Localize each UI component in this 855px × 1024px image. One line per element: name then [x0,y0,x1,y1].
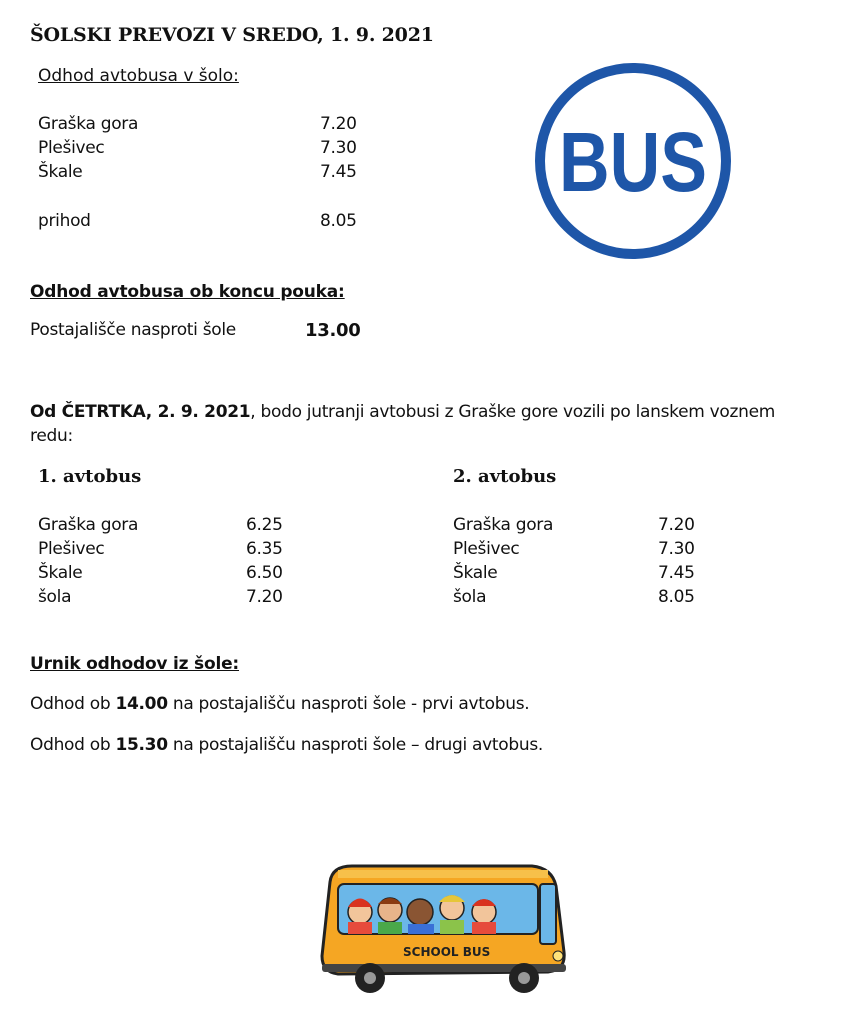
stop-name: Škale [453,563,498,583]
arrival-row [38,211,368,235]
arrival-time: 8.05 [320,211,357,231]
end-of-lessons-row [30,320,370,346]
stop-time: 8.05 [658,587,695,607]
departure-time: 15.30 [115,735,168,755]
stop-time: 6.35 [246,539,283,559]
departure-line [30,735,543,755]
bus2-stop-row [453,515,713,539]
stop-time: 7.20 [246,587,283,607]
morning-stop-row [38,138,368,162]
bus1-stop-row [38,563,298,587]
stop-time: 7.45 [320,162,357,182]
end-of-lessons-time: 13.00 [305,320,361,341]
school-bus-label: SCHOOL BUS [403,945,491,959]
morning-stop-row [38,114,368,138]
bus-logo-text: BUS [559,115,707,209]
departure-time: 14.00 [115,694,168,714]
bus1-stop-row [38,587,298,611]
bus-logo-icon [530,58,736,264]
stop-time: 7.45 [658,563,695,583]
stop-name: Škale [38,162,83,182]
stop-name: Graška gora [38,515,139,535]
bus1-stop-row [38,539,298,563]
bus1-stop-row [38,515,298,539]
morning-stop-row [38,162,368,186]
departure-text: Odhod ob [30,694,116,714]
stop-time: 7.20 [320,114,357,134]
stop-time: 7.20 [658,515,695,535]
stop-name: šola [38,587,72,607]
bus2-stop-row [453,539,713,563]
departure-line [30,694,529,714]
from-thursday-date: Od ČETRTKA, 2. 9. 2021 [30,402,251,422]
departure-text: na postajališču nasproti šole - prvi avtobus. [167,694,530,714]
school-bus-illustration [308,852,578,1002]
stop-time: 6.50 [246,563,283,583]
bus2-stop-row [453,563,713,587]
stop-name: Plešivec [38,539,105,559]
stop-time: 7.30 [658,539,695,559]
stop-name: Graška gora [38,114,139,134]
stop-time: 7.30 [320,138,357,158]
stop-name: Škale [38,563,83,583]
page-title: ŠOLSKI PREVOZI V SREDO, 1. 9. 2021 [30,24,434,46]
from-thursday-line2: redu: [30,426,73,446]
bus2-heading: 2. avtobus [453,466,557,487]
end-of-lessons-stop: Postajališče nasproti šole [30,320,236,340]
from-thursday-line1 [30,402,775,422]
departure-text: Odhod ob [30,735,116,755]
morning-heading: Odhod avtobusa v šolo: [38,66,239,86]
stop-name: Graška gora [453,515,554,535]
stop-name: Plešivec [38,138,105,158]
stop-name: Plešivec [453,539,520,559]
end-of-lessons-heading: Odhod avtobusa ob koncu pouka: [30,282,345,302]
departure-text: na postajališču nasproti šole – drugi avtobus. [167,735,543,755]
bus1-heading: 1. avtobus [38,466,142,487]
from-thursday-text: , bodo jutranji avtobusi z Graške gore vozili po lanskem voznem [250,402,775,422]
stop-name: šola [453,587,487,607]
departures-heading: Urnik odhodov iz šole: [30,654,240,674]
bus2-stop-row [453,587,713,611]
arrival-label: prihod [38,211,91,231]
stop-time: 6.25 [246,515,283,535]
